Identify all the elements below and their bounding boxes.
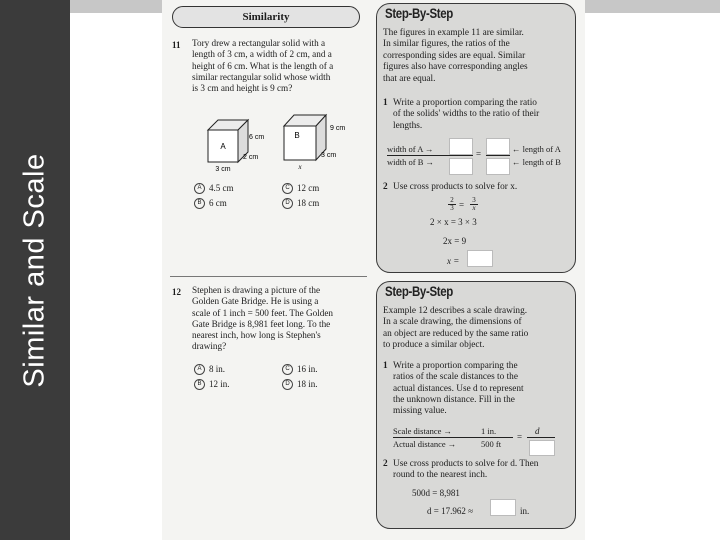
eq1-a-num: 2 xyxy=(450,196,454,204)
prop-equals: = xyxy=(476,149,482,159)
eq1-b-den: x xyxy=(470,204,478,212)
q12-line: Golden Gate Bridge. He is using a xyxy=(192,296,319,307)
eq4: x = xyxy=(447,256,460,266)
answer-box-actual-distance[interactable] xyxy=(529,440,555,456)
intro-line: an object are reduced by the same ratio xyxy=(383,328,529,339)
scale-eq1: 500d = 8,981 xyxy=(412,488,460,498)
scanned-worksheet xyxy=(162,0,585,540)
step-box-2 xyxy=(376,281,576,529)
eq1-a-den: 3 xyxy=(448,204,456,212)
q11-line: is 3 cm and height is 9 cm? xyxy=(192,83,293,94)
eq1-b-num: 3 xyxy=(472,196,476,204)
choice-text: 6 cm xyxy=(209,198,227,208)
step-2-text: Use cross products to solve for x. xyxy=(393,182,518,192)
prop-width-a: width of A → xyxy=(387,144,434,154)
solid-b-label: B xyxy=(294,131,300,140)
intro-line: figures also have corresponding angles xyxy=(383,62,528,73)
answer-box-length-b[interactable] xyxy=(486,158,510,175)
prop-frac-bar xyxy=(486,155,510,156)
step-line: of the solids' widths to the ratio of their xyxy=(393,109,540,120)
step-line: missing value. xyxy=(393,406,447,417)
q11-choice-d[interactable] xyxy=(282,198,319,209)
intro-line: to produce a similar object. xyxy=(383,340,485,351)
q11-choice-b[interactable] xyxy=(194,198,227,209)
scale-eq2-unit: in. xyxy=(520,506,530,516)
intro-line: In similar figures, the ratios of the xyxy=(383,39,510,50)
solid-b xyxy=(284,115,345,171)
choice-letter-c: C xyxy=(282,364,293,375)
top-margin-left xyxy=(70,0,162,13)
actual-distance-label: Actual distance → xyxy=(393,439,457,449)
eq1-fraction-b xyxy=(470,197,478,212)
choice-letter-a: A xyxy=(194,364,205,375)
choice-letter-a: A xyxy=(194,183,205,194)
answer-box-x[interactable] xyxy=(467,250,493,267)
step-line: lengths. xyxy=(393,120,423,131)
scale-variable-d: d xyxy=(535,426,540,436)
top-margin-right xyxy=(585,0,720,13)
choice-text: 8 in. xyxy=(209,364,226,374)
choice-text: 4.5 cm xyxy=(209,183,234,193)
step-2-number: 2 xyxy=(383,182,388,192)
q12-choice-b[interactable] xyxy=(194,379,230,390)
slide-title: Similar and Scale xyxy=(18,152,51,388)
solid-b-length: x xyxy=(298,163,302,171)
step-box-2-title: Step-By-Step xyxy=(385,284,453,299)
eq2: 2 × x = 3 × 3 xyxy=(430,217,477,227)
choice-text: 12 cm xyxy=(297,183,320,193)
q12-number: 12 xyxy=(172,287,181,297)
step-box-1-title: Step-By-Step xyxy=(385,6,453,21)
step-1-number: 1 xyxy=(383,98,388,108)
answer-box-length-a[interactable] xyxy=(486,138,510,155)
scale-numerator: 1 in. xyxy=(481,426,497,436)
solids-figure xyxy=(192,112,367,174)
q12-line: nearest inch, how long is Stephen's xyxy=(192,330,321,341)
choice-text: 18 in. xyxy=(297,379,318,389)
q12-text xyxy=(192,285,364,353)
step-line: the unknown distance. Fill in the xyxy=(393,394,515,405)
choice-letter-d: D xyxy=(282,198,293,209)
choice-text: 18 cm xyxy=(297,198,320,208)
solid-a xyxy=(208,120,264,173)
step-line: round to the nearest inch. xyxy=(393,470,488,481)
q11-choice-c[interactable] xyxy=(282,183,319,194)
solid-a-length: 3 cm xyxy=(215,166,231,173)
q11-line: length of 3 cm, a width of 2 cm, and a xyxy=(192,49,332,60)
choice-letter-d: D xyxy=(282,379,293,390)
choice-letter-b: B xyxy=(194,198,205,209)
prop-width-b: width of B → xyxy=(387,157,434,167)
slide-title-container xyxy=(4,150,66,390)
step-box-1-intro xyxy=(383,28,573,85)
intro-line: Example 12 describes a scale drawing. xyxy=(383,306,528,316)
q12-choice-a[interactable] xyxy=(194,364,225,375)
choice-text: 16 in. xyxy=(297,364,318,374)
step-1-text xyxy=(393,361,573,417)
q12-line: Gate Bridge is 8,981 feet long. To the xyxy=(192,318,331,329)
eq1-fraction-a xyxy=(448,197,456,212)
step-1-number: 1 xyxy=(383,361,388,371)
questions-column xyxy=(162,0,367,540)
prop-left-bar xyxy=(387,155,449,156)
step-line: Use cross products to solve for d. Then xyxy=(393,459,539,469)
q11-choice-a[interactable] xyxy=(194,183,234,194)
step-1-text xyxy=(393,98,573,132)
choice-text: 12 in. xyxy=(209,379,230,389)
solid-a-height: 6 cm xyxy=(249,134,265,141)
step-2-number: 2 xyxy=(383,459,388,469)
choice-letter-b: B xyxy=(194,379,205,390)
scale-eq2: d = 17.962 ≈ xyxy=(427,506,474,516)
step-line: ratios of the scale distances to the xyxy=(393,372,518,383)
q12-line: drawing? xyxy=(192,341,227,352)
step-box-2-intro xyxy=(383,306,573,352)
question-divider xyxy=(170,276,367,277)
scale-prop-bar xyxy=(393,437,513,438)
answer-box-width-a[interactable] xyxy=(449,138,473,155)
q11-line: height of 6 cm. What is the length of a xyxy=(192,60,334,71)
prop-frac-bar xyxy=(449,155,473,156)
scale-denominator: 500 ft xyxy=(481,439,502,449)
prop-length-b: ← length of B xyxy=(512,157,561,167)
q12-line: Stephen is drawing a picture of the xyxy=(192,285,321,295)
answer-box-width-b[interactable] xyxy=(449,158,473,175)
eq3: 2x = 9 xyxy=(443,236,467,246)
solid-a-width: 2 cm xyxy=(243,154,259,161)
q11-line: Tory drew a rectangular solid with a xyxy=(192,38,326,48)
q12-line: scale of 1 inch = 500 feet. The Golden xyxy=(192,307,333,318)
scale-frac-bar xyxy=(527,437,555,438)
slide-sidebar xyxy=(0,0,70,540)
intro-line: In a scale drawing, the dimensions of xyxy=(383,317,522,328)
step-line: Write a proportion comparing the ratio xyxy=(393,98,537,108)
section-title: Similarity xyxy=(172,6,360,28)
q12-choice-d[interactable] xyxy=(282,379,318,390)
q11-number: 11 xyxy=(172,40,181,50)
scale-equals: = xyxy=(517,432,523,442)
eq1-equals: = xyxy=(459,200,465,210)
choice-letter-c: C xyxy=(282,183,293,194)
q11-text xyxy=(192,38,364,94)
step-line: actual distances. Use d to represent xyxy=(393,383,524,394)
intro-line: The figures in example 11 are similar. xyxy=(383,28,524,38)
scale-distance-label: Scale distance → xyxy=(393,426,453,436)
step-line: Write a proportion comparing the xyxy=(393,361,518,371)
solid-a-label: A xyxy=(220,142,226,151)
solid-b-height: 9 cm xyxy=(330,125,346,132)
step-2-text xyxy=(393,459,575,482)
q12-choice-c[interactable] xyxy=(282,364,318,375)
answer-box-d[interactable] xyxy=(490,499,516,516)
solid-b-width: 3 cm xyxy=(321,152,337,159)
intro-line: corresponding sides are equal. Similar xyxy=(383,50,526,61)
prop-length-a: ← length of A xyxy=(512,144,561,154)
intro-line: that are equal. xyxy=(383,73,436,84)
step-box-1 xyxy=(376,3,576,273)
q11-line: similar rectangular solid whose width xyxy=(192,71,331,82)
